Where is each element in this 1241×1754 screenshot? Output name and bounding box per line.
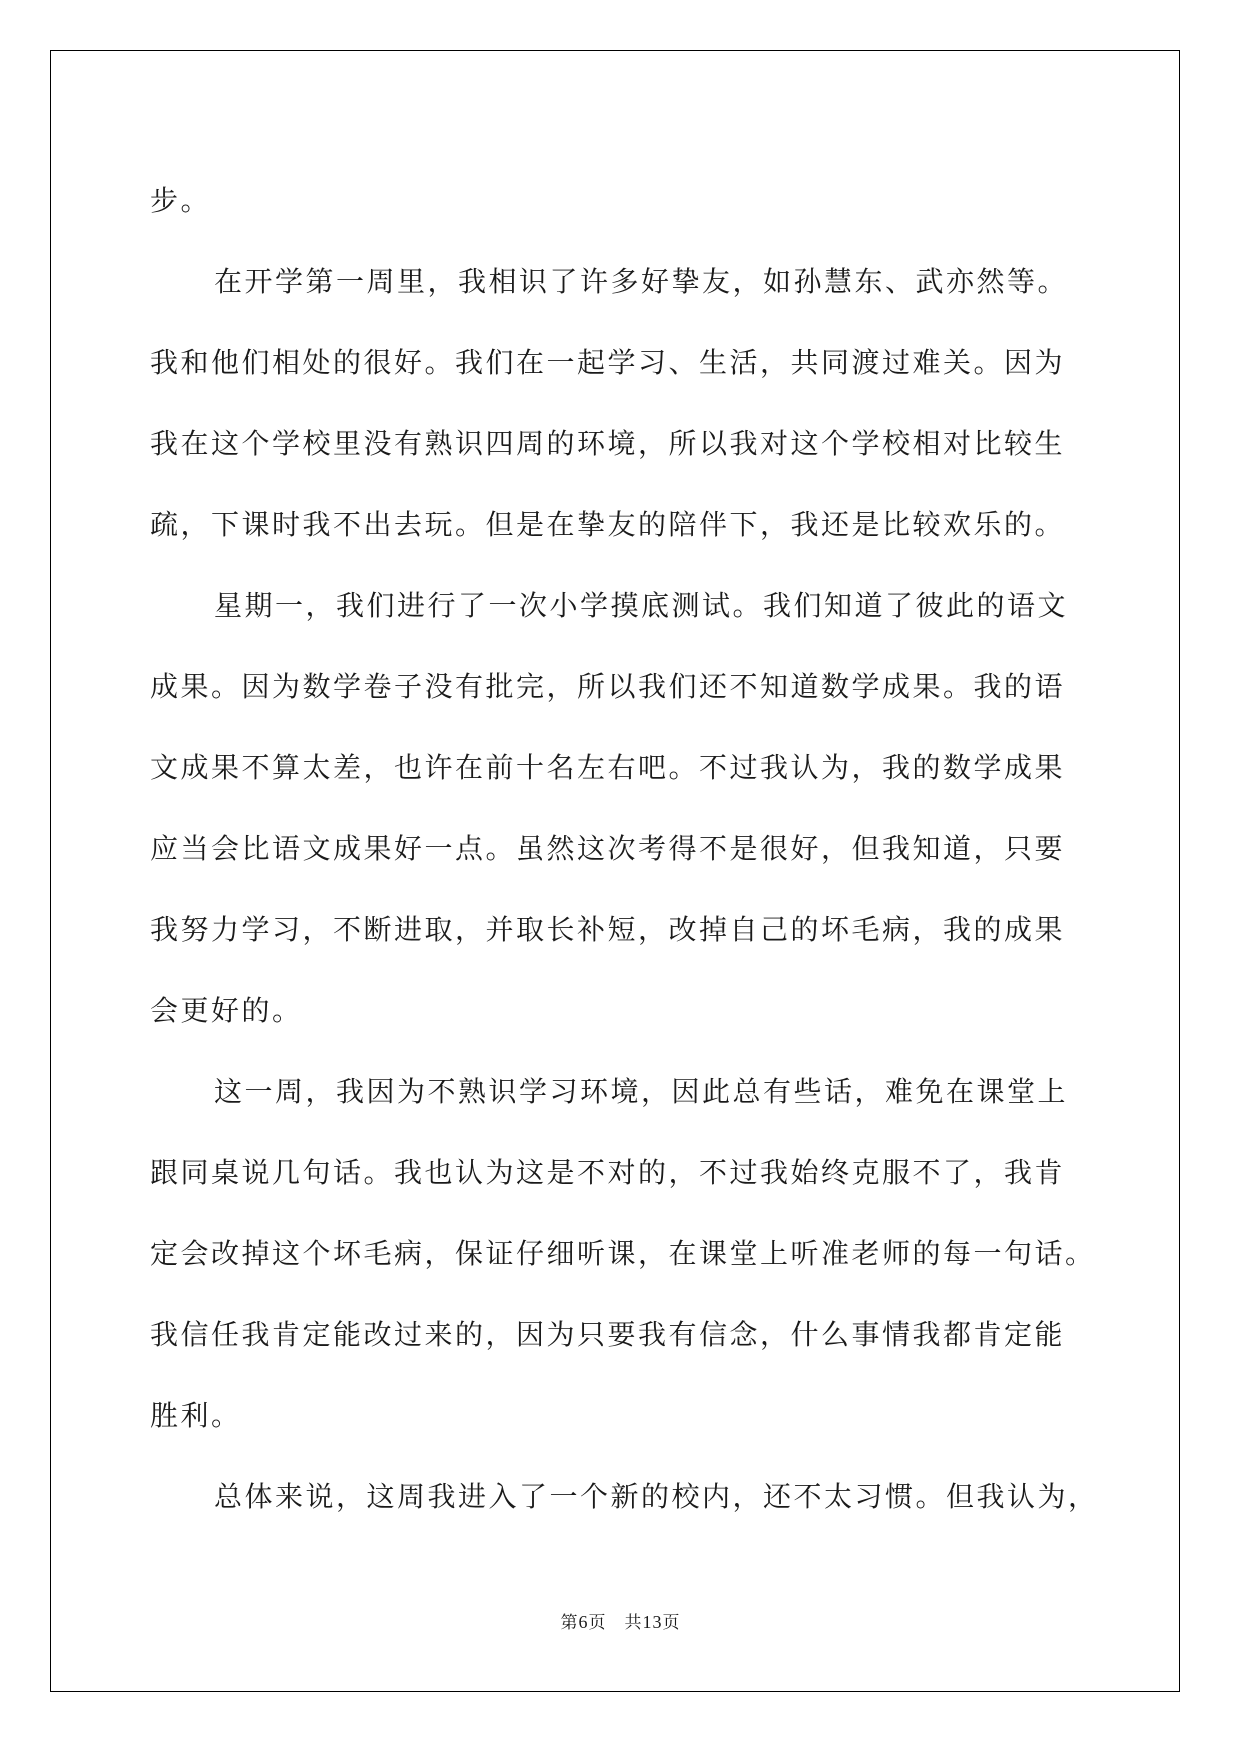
text-line: 会更好的。 [150,994,303,1027]
text-line: 我努力学习，不断进取，并取长补短，改掉自己的坏毛病，我的成果 [150,913,1066,946]
text-line: 星期一，我们进行了一次小学摸底测试。我们知道了彼此的语文 [214,589,1069,622]
text-line: 我和他们相处的很好。我们在一起学习、生活，共同渡过难关。因为 [150,346,1066,379]
page-footer [0,1610,1241,1635]
text-line: 成果。因为数学卷子没有批完，所以我们还不知道数学成果。我的语 [150,670,1066,703]
footer-total-pages: 13 [642,1612,663,1632]
text-line: 文成果不算太差，也许在前十名左右吧。不过我认为，我的数学成果 [150,751,1066,784]
text-line: 在开学第一周里，我相识了许多好挚友，如孙慧东、武亦然等。 [214,265,1069,298]
document-body [150,160,1099,1537]
footer-total-suffix: 页 [662,1613,681,1633]
text-line: 疏，下课时我不出去玩。但是在挚友的陪伴下，我还是比较欢乐的。 [150,508,1066,541]
text-line: 跟同桌说几句话。我也认为这是不对的，不过我始终克服不了，我肯 [150,1156,1066,1189]
text-line: 胜利。 [150,1399,242,1432]
footer-page-suffix: 页 [588,1613,607,1633]
text-line: 这一周，我因为不熟识学习环境，因此总有些话，难免在课堂上 [214,1075,1069,1108]
text-line: 总体来说，这周我进入了一个新的校内，还不太习惯。但我认为， [214,1480,1099,1513]
text-line: 定会改掉这个坏毛病，保证仔细听课，在课堂上听准老师的每一句话。 [150,1237,1096,1270]
text-line: 我信任我肯定能改过来的，因为只要我有信念，什么事情我都肯定能 [150,1318,1066,1351]
footer-page-number: 6 [578,1612,589,1632]
footer-page-prefix: 第 [560,1613,579,1633]
text-line: 步。 [150,184,212,217]
footer-total-prefix: 共 [624,1613,643,1633]
text-line: 我在这个学校里没有熟识四周的环境，所以我对这个学校相对比较生 [150,427,1066,460]
text-line: 应当会比语文成果好一点。虽然这次考得不是很好，但我知道，只要 [150,832,1066,865]
